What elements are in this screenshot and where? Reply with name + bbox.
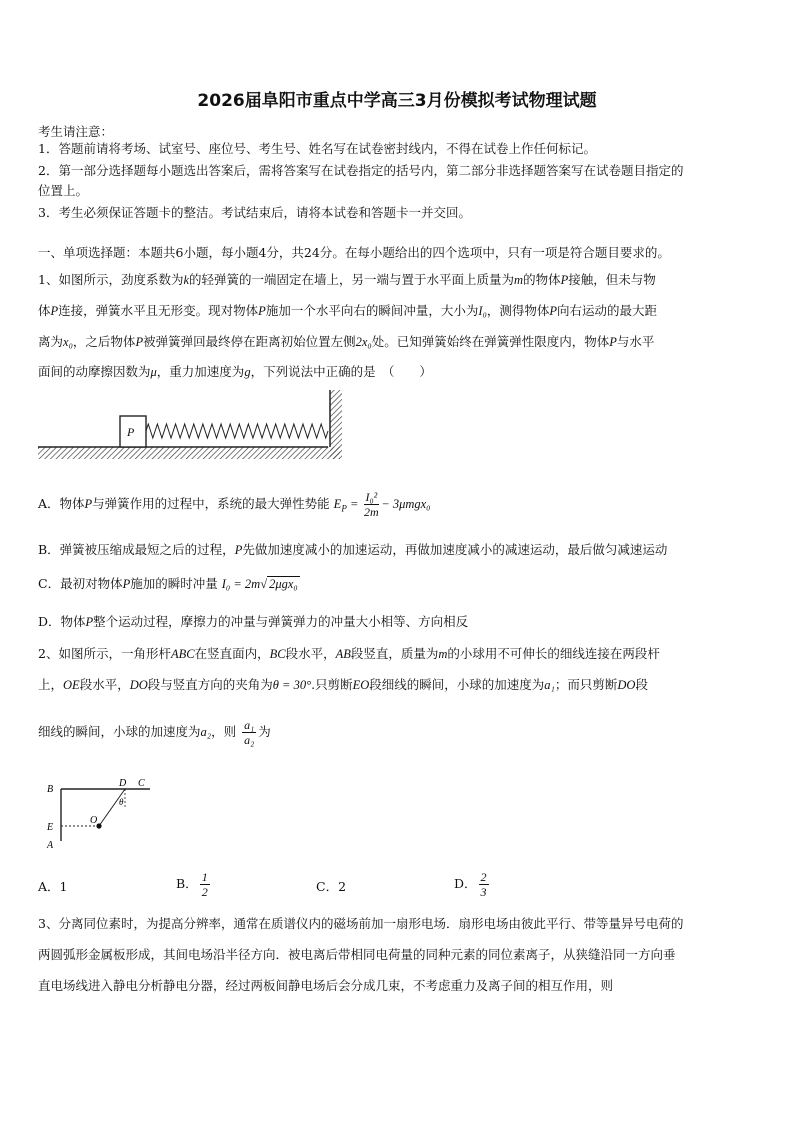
spring	[146, 424, 328, 438]
q1-line-1: 1、如图所示，劲度系数为k的轻弹簧的一端固定在墙上，另一端与置于水平面上质量为m的物体P接触，但未与物	[38, 272, 656, 287]
q2-d-fraction: $\frac{2}{3}$	[480, 870, 487, 899]
notice-heading: 考生请注意：	[38, 124, 114, 139]
label-C: C	[138, 778, 145, 789]
notice-item-1: 1．答题前请将考场、试室号、座位号、考生号、姓名写在试卷密封线内，不得在试卷上作任何标记。	[38, 141, 596, 156]
spring-coil	[146, 424, 328, 438]
q1-line-3: 离为x₀，之后物体P被弹簧弹回最终停在距离初始位置左侧2x₀处。已知弹簧始终在弹簧弹性限度内，物体P与水平	[38, 334, 655, 349]
ground-hatch	[38, 447, 340, 459]
page-title: 2026届阜阳市重点中学高三3月份模拟考试物理试题	[197, 91, 597, 111]
q2-b-fraction: $\frac{1}{2}$	[201, 870, 208, 899]
q2-option-d[interactable]: D． $\frac{2}{3}$	[454, 870, 487, 899]
q1-spring-figure	[38, 386, 348, 466]
notice-item-2: 2．第一部分选择题每小题选出答案后，需将答案写在试卷指定的括号内，第二部分非选择题答案写在试卷题目指定的	[38, 163, 684, 178]
q2-option-c[interactable]: C．2	[316, 879, 347, 894]
wall-hatch	[330, 390, 342, 459]
label-O: O	[90, 815, 98, 826]
string-DO	[99, 789, 125, 826]
section-heading: 一、单项选择题：本题共6小题，每小题4分，共24分。在每小题给出的四个选项中，只有一项是符合题目要求的。	[38, 245, 670, 260]
label-E: E	[47, 822, 54, 833]
q2-option-a[interactable]: A．1	[38, 879, 68, 894]
q1-option-b[interactable]: B．弹簧被压缩成最短之后的过程，P先做加速度减小的加速运动，再做加速度减小的减速运动，最后做匀减速运动	[38, 542, 668, 557]
notice-item-2-cont: 位置上。	[38, 183, 89, 198]
label-A: A	[47, 840, 54, 851]
q2-line-1: 2、如图所示，一角形杆ABC在竖直面内，BC段水平，AB段竖直，质量为m的小球用不可伸长的细线连接在两段杆	[38, 646, 660, 661]
label-theta: θ	[119, 797, 124, 807]
label-B: B	[47, 784, 54, 795]
q2-rod-figure	[42, 776, 162, 856]
q3-line-2: 两圆弧形金属板形成，其间电场沿半径方向．被电离后带相同电荷量的同种元素的同位素离子，从狭缝沿同一方向垂	[38, 947, 676, 962]
block-P-label: P	[127, 425, 135, 439]
q1-line-4: 面间的动摩擦因数为μ，重力加速度为g，下列说法中正确的是 （ ）	[38, 364, 432, 379]
q3-line-1: 3、分离同位素时，为提高分辨率，通常在质谱仪内的磁场前加一扇形电场．扇形电场由彼此平行、带等量异号电荷的	[38, 916, 684, 931]
q2-option-b[interactable]: B． $\frac{1}{2}$	[176, 870, 208, 899]
notice-item-3: 3．考生必须保证答题卡的整洁。考试结束后，请将本试卷和答题卡一并交回。	[38, 205, 471, 220]
q2-ratio-fraction: $\frac{\text{a₁}}{\text{a₂}}$	[244, 718, 255, 747]
q1-option-c[interactable]: C．最初对物体P施加的瞬时冲量 I₀ = 2m√ 2μgx₀	[38, 576, 298, 591]
q2-line-2: 上，OE段水平，DO段与竖直方向的夹角为θ = 30°.只剪断EO段细线的瞬间，小球的加速度为a₁；而只剪断DO段	[38, 677, 648, 692]
q2-line-3: 细线的瞬间，小球的加速度为a₂，则 $\frac{\text{a₁}}{\text{a₂}}$ 为	[38, 718, 271, 747]
q1-line-2: 体P连接，弹簧水平且无形变。现对物体P施加一个水平向右的瞬间冲量，大小为I₀，测得物体P向右运动的最大距	[38, 303, 658, 318]
q1-option-a[interactable]: A．物体P与弹簧作用的过程中，系统的最大弹性势能 $E_P$ = $\frac{\text{I₀²}}{2m}$ − 3μmgx₀	[38, 490, 431, 519]
label-D: D	[119, 778, 127, 789]
q1-option-d[interactable]: D．物体P整个运动过程，摩擦力的冲量与弹簧弹力的冲量大小相等、方向相反	[38, 614, 469, 629]
q3-line-3: 直电场线进入静电分析静电分器，经过两板间静电场后会分成几束，不考虑重力及离子间的相互作用，则	[38, 978, 614, 993]
q1-a-fraction: $\frac{\text{I₀²}}{2m}$	[364, 490, 379, 519]
